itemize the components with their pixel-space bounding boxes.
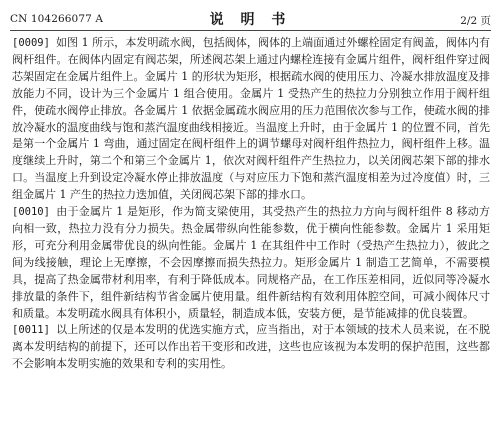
paragraph-0010 [12, 204, 490, 322]
paragraph-text: 由于金属片 1 是矩形，作为简支梁使用，其受热产生的热拉力方向与阀杆组件 8 移动方向相一致，热拉力没有分力损失。热金属带纵向性能参数，优于横向性能参数。金属片 1 采用矩形，可充分利用金属带优良的纵向性能。金属片 1 在其组件中工作时（受热产生热拉力），彼此之间为线接触，理论上无摩擦，不会因摩擦而损失热拉力。矩形金属片 1 制造工艺简单，不需要模具，提高了热金属带材利用率，有利于降低成本。同规格产品，在工作压差相同，近似同等冷凝水排放量的条件下，组件新结构节省金属片使用量。组件新结构有效利用体腔空间，可减小阀体尺寸和质量。本发明疏水阀具有体积小，质量轻，制造成本低，安装方便，是节能减排的优良装置。 [12, 205, 490, 320]
paragraph-number: [0011] [12, 324, 50, 337]
paragraph-text: 以上所述的仅是本发明的优选实施方式，应当指出，对于本领域的技术人员来说，在不脱离本发明结构的前提下，还可以作出若干变形和改进，这些也应该视为本发明的保护范围，这些都不会影响本发明实施的效果和专利的实用性。 [12, 323, 490, 371]
page-header [0, 0, 501, 30]
paragraph-0009 [12, 35, 490, 204]
paragraph-number: [0009] [12, 37, 50, 49]
page-number: 2/2 页 [460, 15, 491, 27]
paragraph-0011 [12, 322, 490, 373]
paragraph-text: 如图 1 所示，本发明疏水阀，包括阀体，阀体的上端面通过外螺栓固定有阀盖，阀体内有阀杆组件。在阀体内固定有阀芯架，所述阀芯架上通过内螺栓连接有金属片组件，阀杆组件穿过阀芯架固定在金属片组件上。金属片 1 的形状为矩形，根据疏水阀的使用压力、冷凝水排放温度及排放能力不同，设计为三个金属片 1 组合使用。金属片 1 受热产生的热拉力分别独立作用于阀杆组件，使疏水阀停止排放。各金属片 1 依据金属疏水阀应用的压力范围依次参与工作，使疏水阀的排放冷凝水的温度曲线与饱和蒸汽温度曲线相接近。当温度上升时，由于金属片 1 的位置不同，首先是第一个金属片 1 弯曲，通过固定在阀杆组件上的调节螺母对阀杆组件热拉力，阀杆组件上移。温度继续上升时，第二个和第三个金属片 1，依次对阀杆组件产生热拉力，以关闭阀芯架下部的排水口。当温度上升到设定冷凝水停止排放温度（与对应压力下饱和蒸汽温度相差为过冷度值）时，三组金属片 1 产生的热拉力迭加值，关闭阀芯架下部的排水口。 [12, 36, 490, 202]
paragraph-number: [0010] [12, 206, 50, 219]
publication-number: CN 104266077 A [10, 13, 104, 25]
document-body [12, 35, 490, 373]
header-rule [10, 30, 491, 31]
document-title: 说 明 书 [209, 12, 292, 28]
